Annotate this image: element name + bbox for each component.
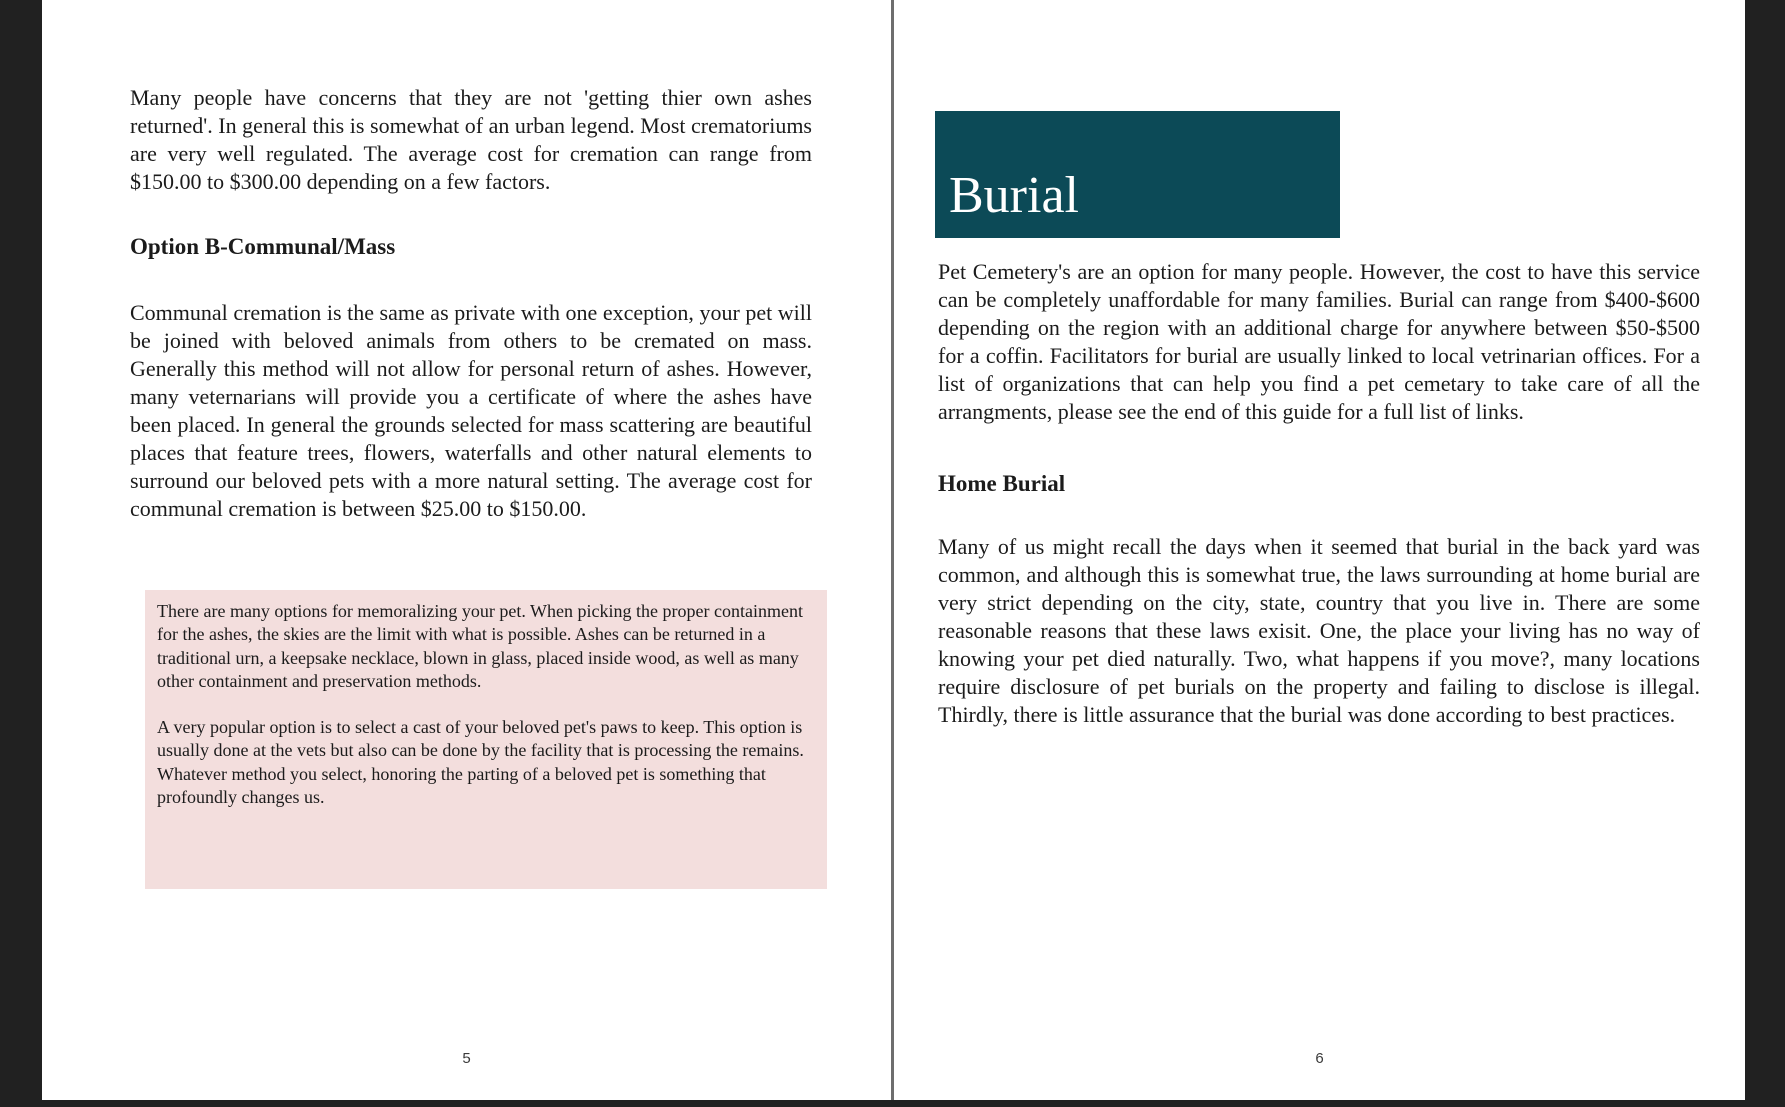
option-b-heading: Option B-Communal/Mass <box>130 234 396 259</box>
page-right <box>894 0 1745 1100</box>
home-burial-paragraph: Many of us might recall the days when it seemed that burial in the back yard was common, and although this is somewhat true, the laws surrounding at home burial are very strict depending on the city, state, country that you live in. There are some reasonable reasons that these laws exisit. One, the place your living has no way of knowing your pet died naturally. Two, what happens if you move?, many locations require disclosure of pet burials on the property and failing to disclose is illegal. Thirdly, there is little assurance that the burial was done according to best practices. <box>938 534 1700 727</box>
callout-paragraph-paw-cast: A very popular option is to select a cast of your beloved pet's paws to keep. This option is usually done at the vets but also can be done by the facility that is processing the remains. Whatever method you select, honoring the parting of a beloved pet is something that profoundly changes us. <box>157 717 804 808</box>
burial-chapter-banner <box>935 111 1340 238</box>
pet-cemetery-paragraph: Pet Cemetery's are an option for many people. However, the cost to have this service can be completely unaffordable for many families. Burial can range from $400-$600 depending on the region with an additional charge for anywhere between $50-$500 for a coffin. Facilitators for burial are usually linked to local vetrinarian offices. For a list of organizations that can help you find a pet cemetary to take care of all the arrangments, please see the end of this guide for a full list of links. <box>938 259 1700 424</box>
memorializing-callout-box <box>145 590 827 889</box>
home-burial-heading: Home Burial <box>938 471 1066 496</box>
communal-cremation-paragraph: Communal cremation is the same as private with one exception, your pet will be joined with beloved animals from others to be cremated on mass. Generally this method will not allow for personal return of ashes. However, many veternarians will provide you a certificate of where the ashes have been placed. In general the grounds selected for mass scattering are beautiful places that feature trees, flowers, waterfalls and other natural elements to surround our beloved pets with a more natural setting. The average cost for communal cremation is between $25.00 to $150.00. <box>130 300 812 521</box>
cremation-concerns-paragraph: Many people have concerns that they are not 'getting thier own ashes returned'. In general this is somewhat of an urban legend. Most crematoriums are very well regulated. The average cost for cremation can range from $150.00 to $300.00 depending on a few factors. <box>130 85 812 194</box>
page-number-right: 6 <box>1315 1050 1324 1067</box>
right-page-content <box>938 258 1700 729</box>
burial-chapter-title: Burial <box>949 167 1079 224</box>
callout-paragraph-containment: There are many options for memoralizing your pet. When picking the proper containment for the ashes, the skies are the limit with what is possible. Ashes can be returned in a traditional urn, a keepsake necklace, blown in glass, placed inside wood, as well as many other containment and preservation methods. <box>157 601 803 691</box>
page-number-left: 5 <box>462 1050 471 1067</box>
left-page-content <box>130 84 812 889</box>
page-left <box>42 0 891 1100</box>
